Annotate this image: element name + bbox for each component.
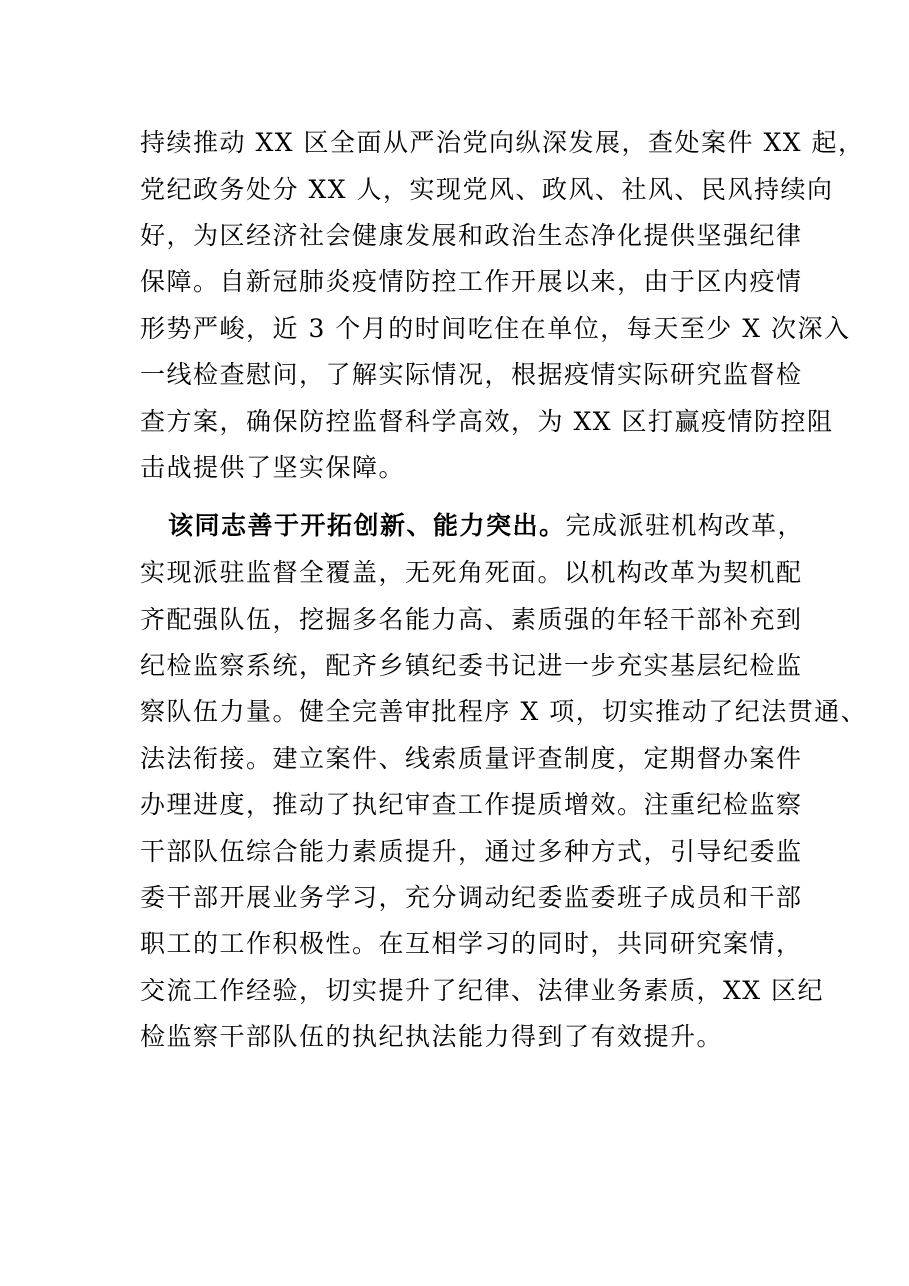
paragraph-2-line-2: 实现派驻监督全覆盖，无死角死面。以机构改革为契机配 — [140, 558, 803, 587]
paragraph-2-line-12: 检监察干部队伍的执纪执法能力得到了有效提升。 — [140, 1022, 724, 1051]
paragraph-1-line-2: 党纪政务处分 XX 人，实现党风、政风、社风、民风持续向 — [140, 175, 834, 204]
paragraph-2-line-11: 交流工作经验，切实提升了纪律、法律业务素质，XX 区纪 — [140, 976, 825, 1005]
paragraph-2-first-line-rest: 完成派驻机构改革， — [565, 511, 805, 540]
paragraph-2-line-4: 纪检监察系统，配齐乡镇纪委书记进一步充实基层纪检监 — [140, 651, 803, 680]
paragraph-1-line-6: 一线检查慰问，了解实际情况，根据疫情实际研究监督检 — [140, 360, 803, 389]
paragraph-1-line-1: 持续推动 XX 区全面从严治党向纵深发展，查处案件 XX 起， — [140, 128, 865, 157]
paragraph-1-line-4: 保障。自新冠肺炎疫情防控工作开展以来，由于区内疫情 — [140, 267, 803, 296]
paragraph-2-line-6: 法法衔接。建立案件、线索质量评查制度，定期督办案件 — [140, 744, 803, 773]
paragraph-2-line-9: 委干部开展业务学习，充分调动纪委监委班子成员和干部 — [140, 883, 803, 912]
paragraph-1-line-3: 好，为区经济社会健康发展和政治生态净化提供坚强纪律 — [140, 221, 803, 250]
paragraph-1-line-5: 形势严峻，近 3 个月的时间吃住在单位，每天至少 X 次深入 — [140, 314, 851, 343]
paragraph-2-line-1 — [168, 511, 804, 541]
paragraph-2-line-10: 职工的工作积极性。在互相学习的同时，共同研究案情， — [140, 929, 803, 958]
paragraph-2-line-7: 办理进度，推动了执纪审查工作提质增效。注重纪检监察 — [140, 790, 803, 819]
paragraph-1-line-8: 击战提供了坚实保障。 — [140, 453, 406, 482]
paragraph-2-heading: 该同志善于开拓创新、能力突出。 — [168, 511, 566, 540]
paragraph-2-line-8: 干部队伍综合能力素质提升，通过多种方式，引导纪委监 — [140, 837, 803, 866]
paragraph-2-line-3: 齐配强队伍，挖掘多名能力高、素质强的年轻干部补充到 — [140, 605, 803, 634]
paragraph-2-line-5: 察队伍力量。健全完善审批程序 X 项，切实推动了纪法贯通、 — [140, 697, 868, 726]
paragraph-1-line-7: 查方案，确保防控监督科学高效，为 XX 区打赢疫情防控阻 — [140, 407, 834, 436]
